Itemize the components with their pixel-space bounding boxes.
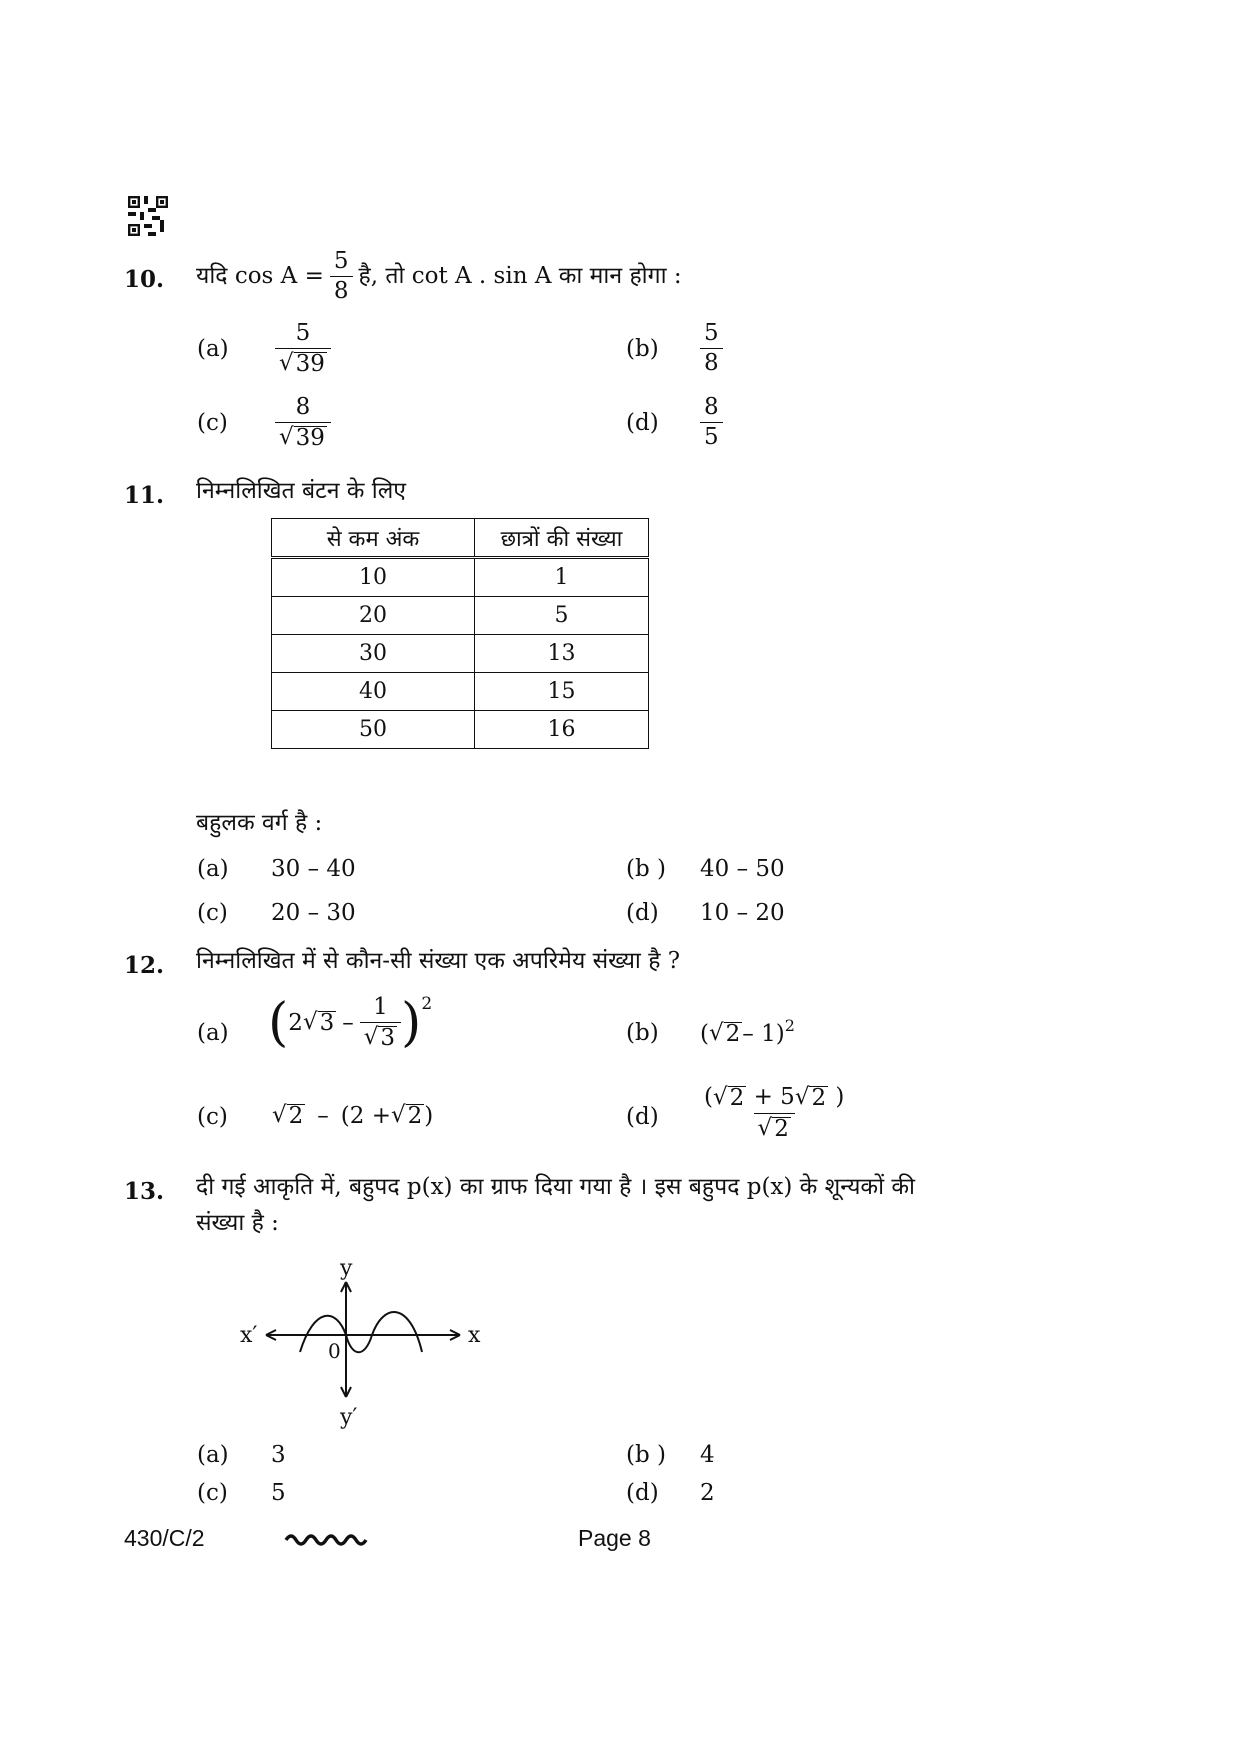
fraction-numerator: 5: [333, 248, 349, 274]
wave-ornament-icon: [282, 1528, 382, 1548]
table-cell: 1: [475, 558, 649, 597]
question-10-stem-after: है, तो cot A . sin A का मान होगा :: [358, 263, 682, 289]
option-label: (c): [197, 410, 228, 436]
table-header-cell: छात्रों की संख्या: [475, 519, 649, 558]
fraction-denominator: 8: [700, 348, 723, 375]
option-label: (d): [626, 900, 659, 926]
table-cell: 20: [272, 597, 475, 635]
question-12-stem: निम्नलिखित में से कौन-सी संख्या एक अपरिमेय संख्या है ?: [196, 948, 681, 974]
option-b-value: 4: [700, 1442, 715, 1468]
option-d-value: 2: [700, 1480, 715, 1506]
fraction-numerator: 5: [295, 320, 311, 346]
graph-origin-label: 0: [328, 1339, 341, 1363]
option-a-value: 3: [271, 1442, 286, 1468]
question-11-stem: निम्नलिखित बंटन के लिए: [196, 478, 407, 504]
polynomial-graph: [232, 1252, 492, 1442]
question-13-stem-line1: दी गई आकृति में, बहुपद p(x) का ग्राफ दिया गया है । इस बहुपद p(x) के शून्यकों की: [196, 1174, 915, 1200]
option-b-value: 40 – 50: [700, 856, 785, 882]
option-c-value: 5: [271, 1480, 286, 1506]
question-10-stem: [196, 250, 682, 303]
option-d-value: 10 – 20: [700, 900, 785, 926]
option-label: (b): [626, 1020, 659, 1046]
option-label: (c): [197, 1480, 228, 1506]
option-label: (c): [197, 900, 228, 926]
option-b-expression: ( √ 2 – 1) 2: [700, 1016, 795, 1047]
option-label: (b ): [626, 856, 666, 882]
option-label: (c): [197, 1104, 228, 1130]
option-label: (a): [197, 1020, 229, 1046]
footer-page-number: Page 8: [578, 1525, 651, 1551]
option-label: (b): [626, 336, 659, 362]
fraction-numerator: 5: [704, 320, 719, 346]
fraction-denominator: 5: [700, 422, 723, 449]
table-cell: 50: [272, 711, 475, 749]
distribution-table: [271, 518, 649, 749]
table-row: [272, 635, 649, 673]
option-label: (d): [626, 410, 659, 436]
fraction-denominator: 8: [330, 276, 353, 303]
option-d-expression: ( √ 2 + 5 √ 2 ) √ 2: [704, 1084, 845, 1142]
option-c-expression: √ 2 – (2 + √ 2 ): [272, 1102, 434, 1129]
table-cell: 10: [272, 558, 475, 597]
option-c-value: 20 – 30: [271, 900, 356, 926]
question-10-cos-fraction: [330, 250, 353, 303]
table-row: [272, 673, 649, 711]
radicand: 39: [295, 351, 325, 377]
question-13-number: 13.: [124, 1178, 165, 1205]
table-row: [272, 711, 649, 749]
qr-code-icon: [128, 196, 168, 236]
option-label: (a): [197, 856, 229, 882]
option-label: (b ): [626, 1442, 666, 1468]
footer-paper-code: 430/C/2: [124, 1525, 205, 1551]
option-label: (a): [197, 1442, 229, 1468]
option-label: (d): [626, 1480, 659, 1506]
question-10-number: 10.: [124, 266, 165, 293]
option-label: (a): [197, 336, 229, 362]
table-cell: 16: [475, 711, 649, 749]
fraction-numerator: 8: [295, 394, 311, 420]
table-cell: 13: [475, 635, 649, 673]
question-12-number: 12.: [124, 952, 165, 979]
table-row: [272, 558, 649, 597]
table-header-row: [272, 519, 649, 558]
radicand: 39: [295, 425, 325, 451]
question-11-subquestion: बहुलक वर्ग है :: [196, 810, 323, 836]
graph-x-label: x: [468, 1323, 481, 1348]
graph-y-prime-label: y′: [340, 1405, 358, 1430]
graph-x-prime-label: x′: [240, 1323, 258, 1348]
graph-y-label: y: [340, 1256, 353, 1281]
question-13-stem-line2: संख्या है :: [196, 1210, 279, 1236]
option-a-value: 30 – 40: [271, 856, 356, 882]
table-row: [272, 597, 649, 635]
option-b-value: [700, 322, 723, 375]
question-11-number: 11.: [124, 482, 165, 509]
question-10-stem-before: यदि cos A =: [196, 263, 324, 289]
option-label: (d): [626, 1104, 659, 1130]
option-d-value: [700, 396, 723, 449]
option-a-value: 5 √ 39: [275, 322, 331, 376]
fraction-numerator: 8: [704, 394, 719, 420]
table-cell: 5: [475, 597, 649, 635]
table-cell: 40: [272, 673, 475, 711]
option-a-expression: ( 2 √ 3 – 1 √ 3 ) 2: [268, 993, 433, 1053]
table-header-cell: से कम अंक: [272, 519, 475, 558]
table-cell: 15: [475, 673, 649, 711]
option-c-value: 8 √ 39: [275, 396, 331, 450]
table-cell: 30: [272, 635, 475, 673]
